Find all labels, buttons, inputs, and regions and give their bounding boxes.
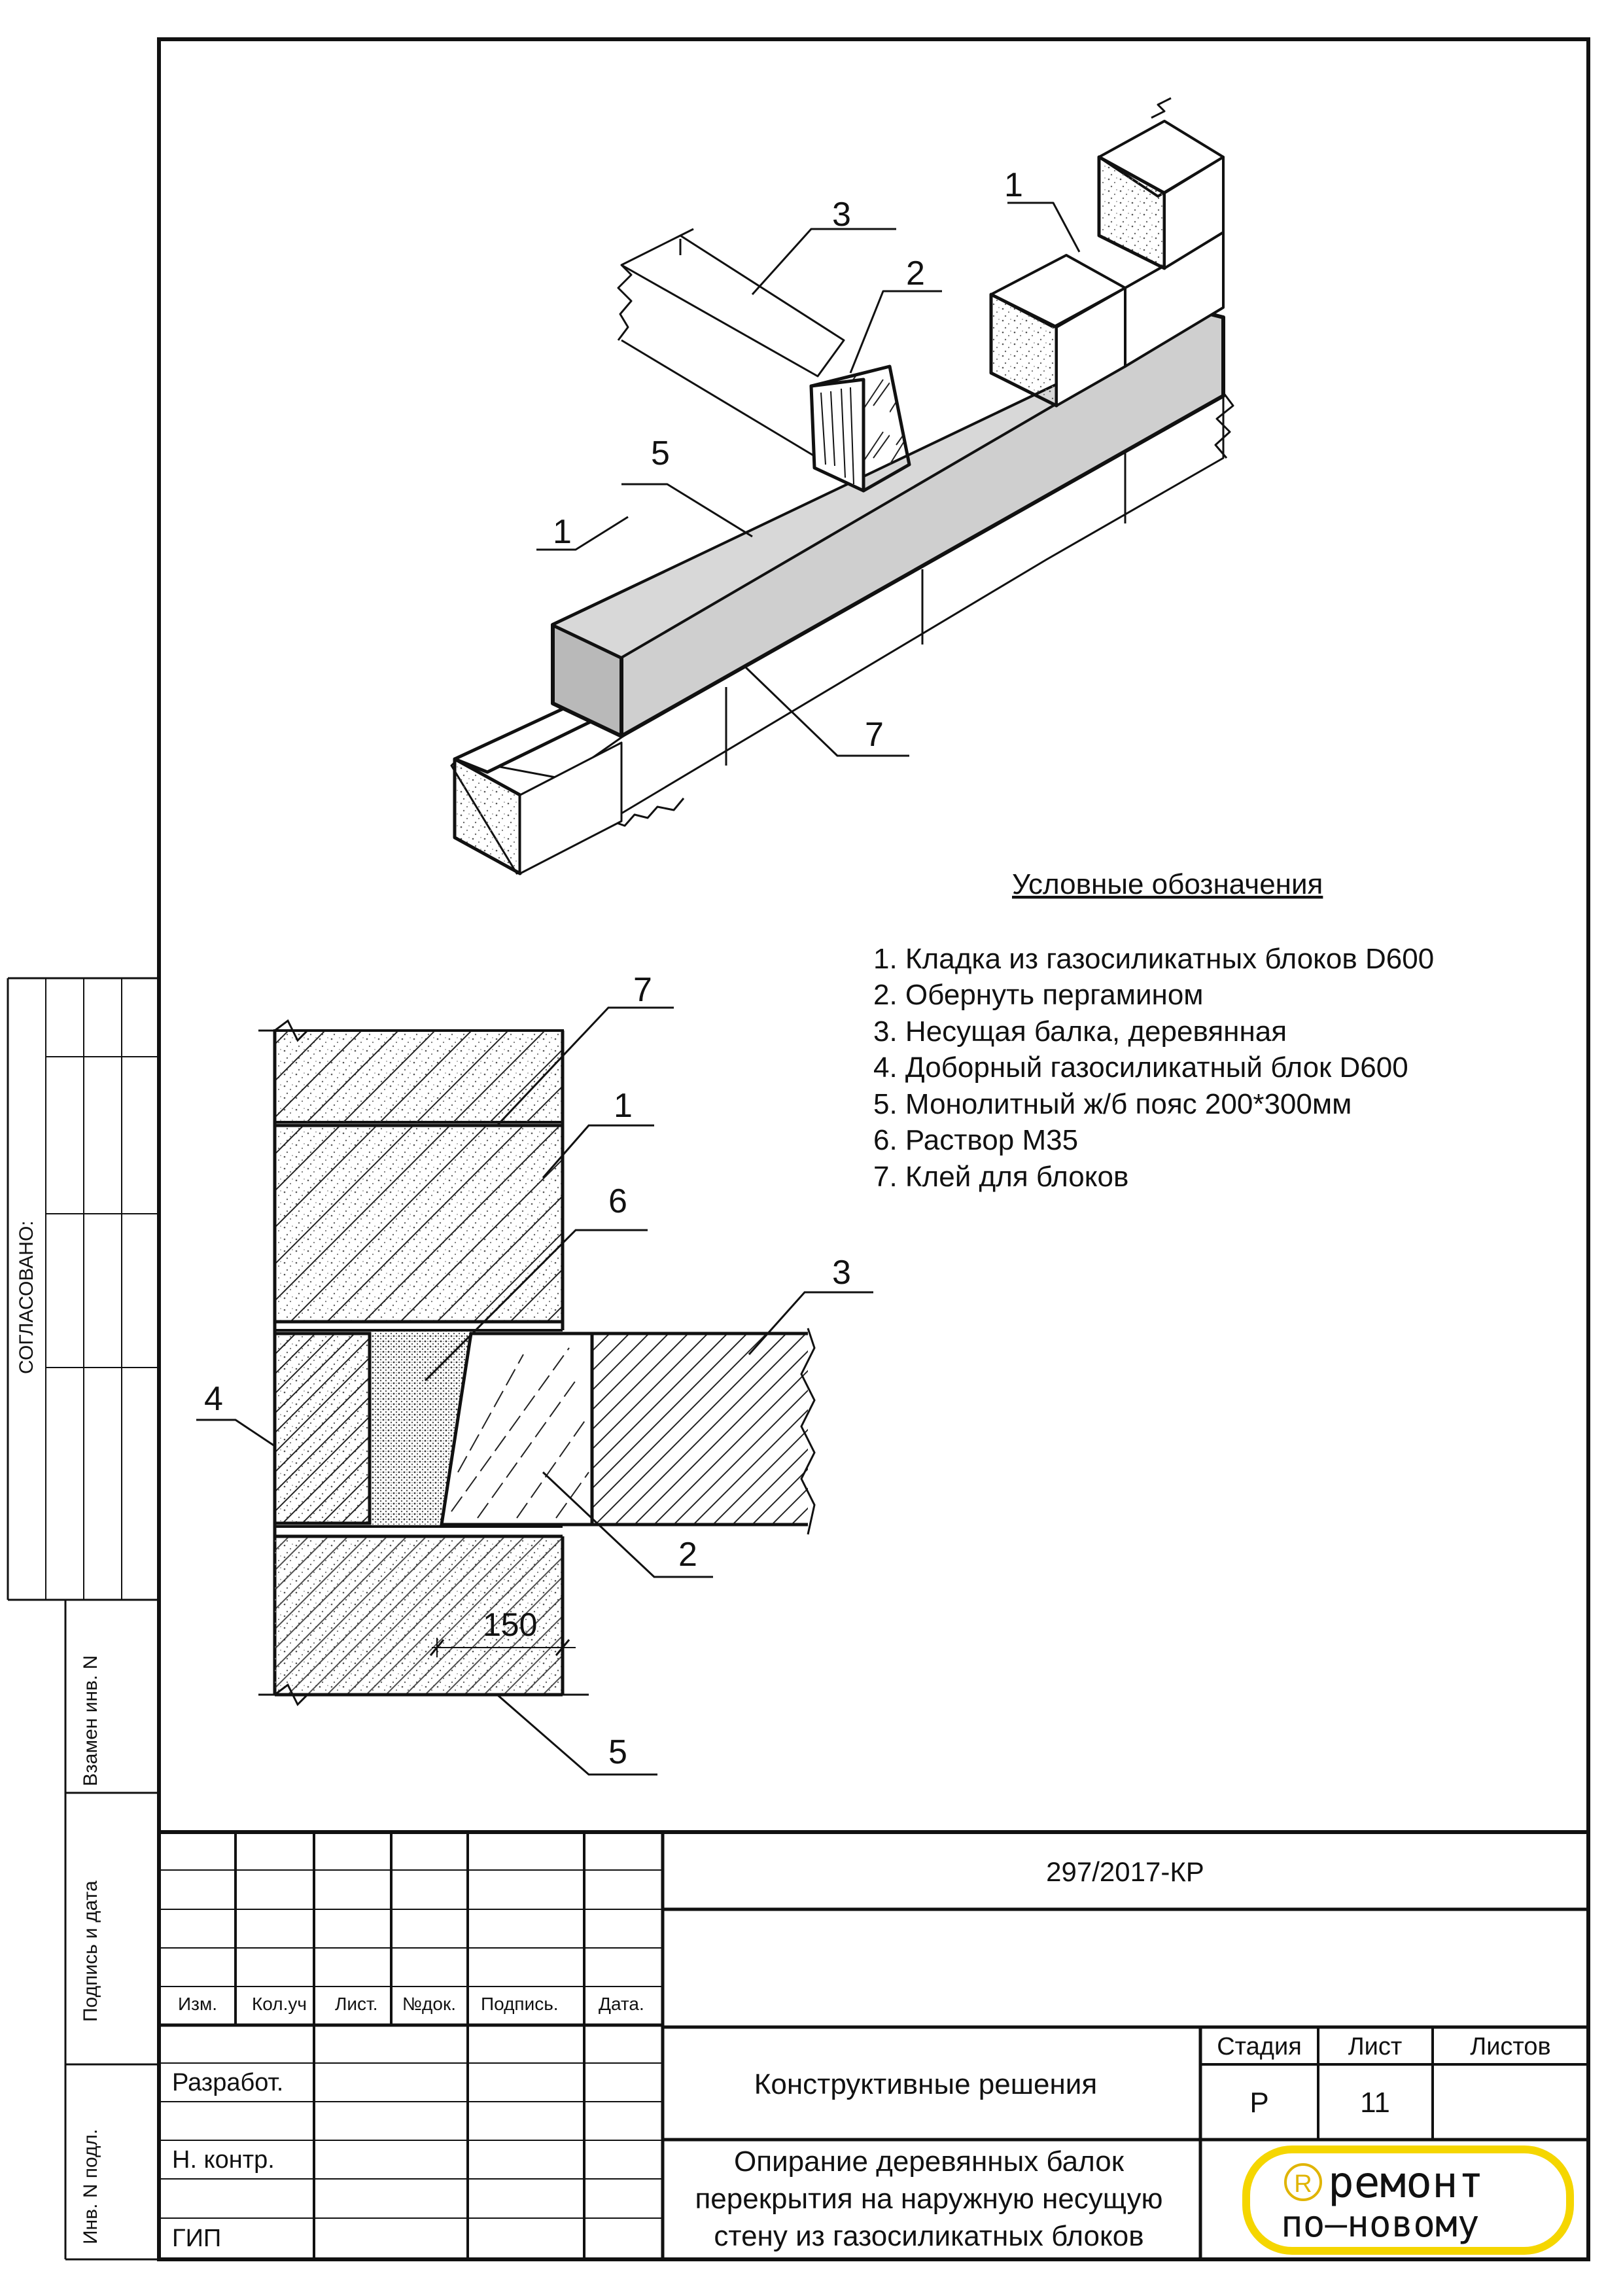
inv-label: Инв. N подл. [80, 2128, 101, 2244]
drawing-title-line-3: стену из газосиликатных блоков [714, 2220, 1144, 2252]
role-razrab: Разработ. [172, 2069, 284, 2096]
section-callout-4: 4 [204, 1380, 223, 1418]
col-kol: Кол.уч [252, 1994, 307, 2014]
legend [873, 868, 1434, 1193]
col-izm: Изм. [178, 1994, 217, 2014]
iso-callout-7: 7 [865, 716, 884, 754]
legend-item-1: 1. Кладка из газосиликатных блоков D600 [873, 943, 1435, 975]
iso-callout-5: 5 [651, 434, 670, 472]
iso-timber-beam [618, 229, 844, 458]
iso-callout-1a: 1 [553, 513, 572, 551]
section-callout-2: 2 [678, 1536, 697, 1574]
section-timber-beam [592, 1333, 808, 1525]
sheet-frame [8, 39, 1588, 2259]
dimension-150: 150 [483, 1606, 538, 1643]
sheet-label: Лист [1348, 2033, 1403, 2060]
sign-date-label: Подпись и дата [80, 1881, 101, 2022]
section-view [196, 1008, 873, 1775]
legend-item-7: 7. Клей для блоков [873, 1161, 1129, 1193]
section-callout-7: 7 [633, 971, 652, 1009]
role-gip: ГИП [172, 2225, 222, 2252]
legend-item-5: 5. Монолитный ж/б пояс 200*300мм [873, 1088, 1352, 1120]
legend-item-2: 2. Обернуть пергамином [873, 979, 1204, 1011]
role-nkontr: Н. контр. [172, 2146, 275, 2174]
logo-bottom: по—новому [1281, 2203, 1480, 2246]
company-logo [1246, 2149, 1570, 2251]
col-data: Дата. [599, 1994, 644, 2014]
drawing-title-line-1: Опирание деревянных балок [734, 2146, 1124, 2178]
logo-mark: R [1294, 2170, 1312, 2198]
col-podp: Подпись. [481, 1994, 559, 2014]
iso-beam-end [811, 366, 909, 491]
sheet-value: 11 [1360, 2087, 1390, 2119]
agreed-label: СОГЛАСОВАНО: [16, 1220, 37, 1374]
iso-callout-2: 2 [906, 255, 925, 292]
sheets-label: Листов [1470, 2033, 1551, 2060]
drawing-title-line-2: перекрытия на наружную несущую [695, 2183, 1163, 2215]
col-ndok: №док. [402, 1994, 456, 2014]
stage-value: Р [1249, 2087, 1269, 2119]
stage-label: Стадия [1217, 2033, 1302, 2060]
legend-title: Условные обозначения [1012, 868, 1323, 900]
section-title: Конструктивные решения [754, 2068, 1098, 2100]
legend-item-6: 6. Раствор М35 [873, 1124, 1079, 1156]
legend-item-3: 3. Несущая балка, деревянная [873, 1016, 1287, 1048]
iso-callout-3: 3 [832, 196, 851, 234]
section-callout-3: 3 [832, 1254, 851, 1292]
section-callout-1: 1 [614, 1087, 633, 1125]
logo-top: ремонт [1328, 2157, 1484, 2208]
section-callout-6: 6 [608, 1182, 627, 1220]
legend-item-4: 4. Доборный газосиликатный блок D600 [873, 1051, 1408, 1084]
replaces-inv-label: Взамен инв. N [80, 1655, 101, 1786]
iso-callout-1b: 1 [1004, 166, 1023, 204]
col-list: Лист. [335, 1994, 378, 2014]
document-code: 297/2017-КР [1046, 1856, 1204, 1887]
section-callout-5: 5 [608, 1733, 627, 1771]
